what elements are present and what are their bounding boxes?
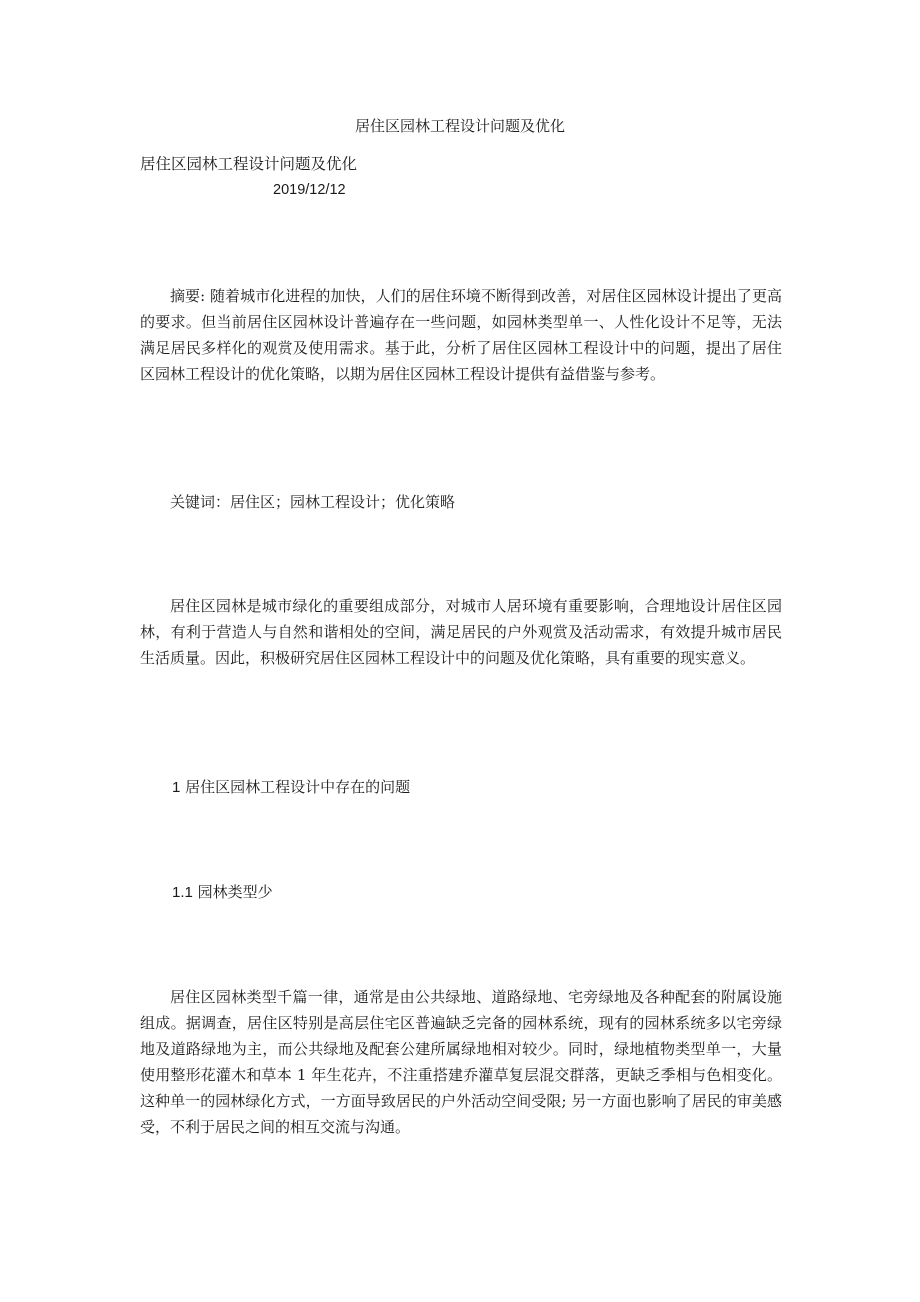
section-1-1-number: 1.1 xyxy=(172,884,193,901)
document-date: 2019/12/12 xyxy=(273,182,346,198)
abstract-paragraph: 摘要: 随着城市化进程的加快，人们的居住环境不断得到改善，对居住区园林设计提出了更高的要求。但当前居住区园林设计普遍存在一些问题，如园林类型单一、人性化设计不足等，无法满足居民多样化的观赏及使用需求。基于此，分析了居住区园林工程设计中的问题，提出了居住区园林工程设计的优化策略，以期为居住区园林工程设计提供有益借鉴与参考。 xyxy=(140,287,782,383)
section-1-title: 居住区园林工程设计中存在的问题 xyxy=(185,778,411,796)
document-title: 居住区园林工程设计问题及优化 xyxy=(354,117,565,135)
keywords-paragraph: 关键词：居住区；园林工程设计；优化策略 xyxy=(170,493,456,511)
document-subtitle: 居住区园林工程设计问题及优化 xyxy=(140,155,358,173)
section-1-number: 1 xyxy=(172,779,181,796)
section-1-1-body: 居住区园林类型千篇一律，通常是由公共绿地、道路绿地、宅旁绿地及各种配套的附属设施组成。据调查，居住区特别是高层住宅区普遍缺乏完备的园林系统，现有的园林系统多以宅旁绿地及道路绿地为主，而公共绿地及配套公建所属绿地相对较少。同时，绿地植物类型单一，大量使用整形花灌木和草本 1 年生花卉，不注重搭建乔灌草复层混交群落，更缺乏季相与色相变化。这种单一的园林绿化方式，一方面导致居民的户外活动空间受限; 另一方面也影响了居民的审美感受，不利于居民之间的相互交流与沟通。 xyxy=(140,988,782,1136)
section-1-1-title: 园林类型少 xyxy=(197,883,273,901)
section-1-heading xyxy=(172,775,410,800)
section-1-1-heading xyxy=(172,880,273,905)
intro-paragraph: 居住区园林是城市绿化的重要组成部分，对城市人居环境有重要影响，合理地设计居住区园林，有利于营造人与自然和谐相处的空间，满足居民的户外观赏及活动需求，有效提升城市居民生活质量。因此，积极研究居住区园林工程设计中的问题及优化策略，具有重要的现实意义。 xyxy=(140,597,782,667)
